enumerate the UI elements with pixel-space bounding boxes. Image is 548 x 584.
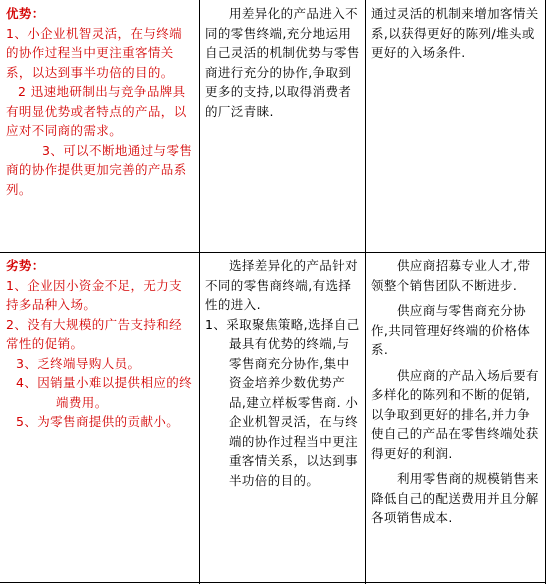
- weaknesses-strategy-cell: [205, 256, 361, 490]
- weakness-item-2: 2、没有大规模的广告支持和经常性的促销。: [6, 316, 183, 351]
- strength-item-1: 1、小企业机智灵活，在与终端的协作过程当中更注重客情关系，以达到事半功倍的目的。: [6, 25, 183, 80]
- weaknesses-strategy-intro: 选择差异化的产品针对不同的零售商终端,有选择性的进入.: [205, 258, 359, 312]
- strengths-supplier-cell: [371, 4, 543, 63]
- strengths-title: 优势：: [6, 6, 45, 21]
- weakness-item-3: 3、乏终端导购人员。: [16, 355, 141, 371]
- strength-item-2: 2 迅速地研制出与竞争品牌具有明显优势或者特点的产品，以应对不同商的需求。: [6, 84, 187, 138]
- weakness-item-5: 5、为零售商提供的贡献小。: [16, 414, 180, 429]
- column-divider-1: [199, 0, 200, 584]
- row-divider: [0, 252, 546, 253]
- weaknesses-cell: [6, 256, 194, 432]
- weakness-item-1: 1、企业因小资金不足，无力支持多品种入场。: [6, 277, 183, 312]
- strengths-strategy-cell: [205, 4, 361, 121]
- table-bottom-border: [0, 582, 546, 583]
- weaknesses-supplier-cell: [371, 256, 543, 528]
- weaknesses-supplier-para-2: 供应商与零售商充分协作,共同管理好终端的价格体系.: [371, 303, 531, 357]
- weaknesses-supplier-para-1: 供应商招募专业人才,带领整个销售团队不断进步.: [371, 258, 531, 293]
- strengths-strategy-text: 用差异化的产品进入不同的零售终端,充分地运用自己灵活的机制优势与零售商进行充分的协作,争取到更多的支持,以取得消费者的厂泛青睐.: [205, 6, 360, 119]
- strength-item-3: 3、可以不断地通过与零售商的协作提供更加完善的产品系列。: [6, 142, 193, 197]
- weakness-item-4: 4、因销量小难以提供相应的终端费用。: [16, 375, 193, 410]
- weaknesses-supplier-para-4: 利用零售商的规模销售来降低自己的配送费用并且分解各项销售成本.: [371, 471, 539, 525]
- weaknesses-strategy-item-1: 1、采取聚焦策略,选择自己最具有优势的终端,与零售商充分协作,集中资金培养少数优势产品,建立样板零售商. 小企业机智灵活，在与终端的协作过程当中更注重客情关系，以达到事半功倍的目的。: [205, 316, 360, 488]
- table-right-border: [545, 0, 546, 584]
- weaknesses-title: 劣势：: [6, 258, 45, 273]
- strengths-cell: [6, 4, 194, 199]
- column-divider-2: [365, 0, 366, 584]
- strengths-supplier-text: 通过灵活的机制来增加客情关系,以获得更好的陈列/堆头或更好的入场条件.: [371, 6, 539, 60]
- weaknesses-supplier-para-3: 供应商的产品入场后要有多样化的陈列和不断的促销,以争取到更好的排名,并力争使自己的产品在零售终端处获得更好的利润.: [371, 367, 539, 461]
